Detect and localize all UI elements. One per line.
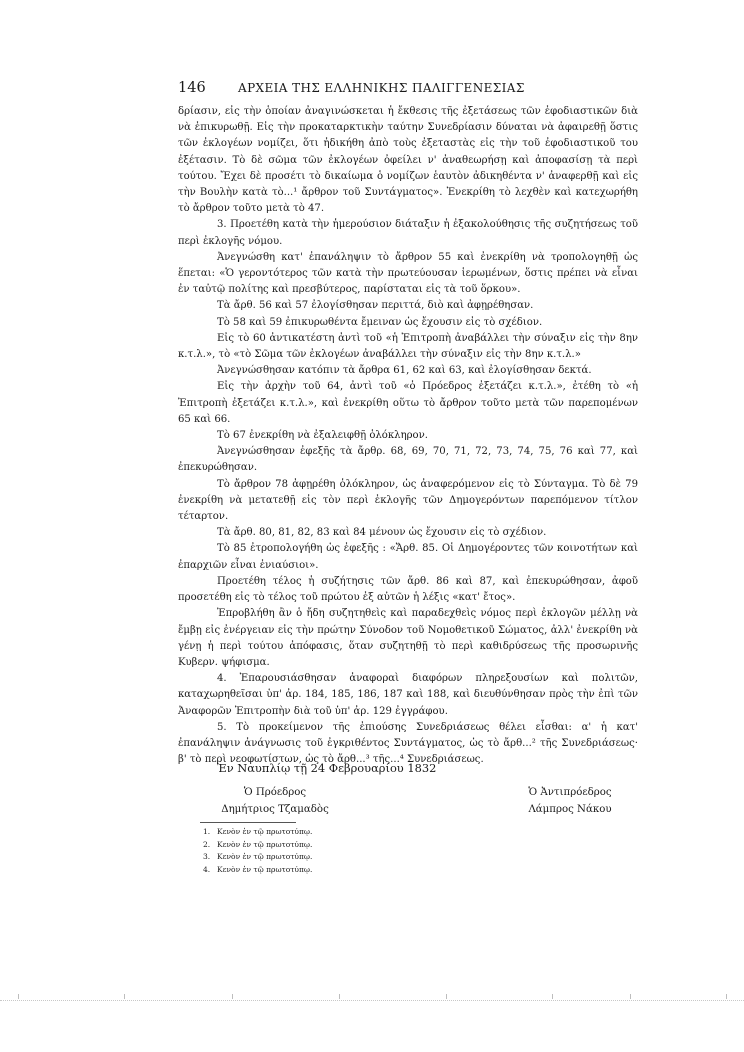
place-date: Ἐν Ναυπλίῳ τῇ 24 Φεβρουαρίου 1832: [217, 761, 437, 775]
page-header: [178, 80, 626, 100]
footnote-number: 4.: [203, 865, 211, 875]
paragraph: Τὸ ἄρθρον 78 ἀφῃρέθη ὁλόκληρον, ὡς ἀναφερόμενον εἰς τὸ Σύνταγμα. Τὸ δὲ 79 ἐνεκρίθη νὰ μετατεθῇ εἰς τὸν περὶ ἐκλογῆς τῶν Δημογερόντων παρεπόμενον τίτλον τέταρτον.: [178, 478, 638, 523]
signature-vice-president: [490, 784, 650, 818]
footnote-text: Κενὸν ἐν τῷ πρωτοτύπῳ.: [217, 839, 313, 849]
running-title: ΑΡΧΕΙΑ ΤΗΣ ΕΛΛΗΝΙΚΗΣ ΠΑΛΙΓΓΕΝΕΣΙΑΣ: [238, 81, 525, 95]
signature-name: Δημήτριος Τζαμαδὸς: [221, 804, 329, 815]
paragraph: 5. Τὸ προκείμενον τῆς ἐπιούσης Συνεδριάσεως θέλει εἶσθαι: α' ἡ κατ' ἐπανάληψιν ἀνάγνωσις τοῦ ἐγκριθέντος Συντάγματος, ὡς τὸ ἄρθ...² τῆς Συνεδριάσεως· β' τὸ περὶ νεοφωτίστων, ὡς τὸ ἄρθ...³ τῆς...⁴ Συνεδριάσεως.: [178, 721, 638, 766]
footnote-divider: [200, 822, 296, 823]
paragraph: Ἀνεγνώσθησαν κατόπιν τὰ ἄρθρα 61, 62 καὶ 63, καὶ ἐλογίσθησαν δεκτά.: [217, 365, 592, 377]
footnote-number: 1.: [203, 827, 211, 836]
footnote-item: [203, 839, 312, 852]
paragraph: Ἀνεγνώσθησαν ἐφεξῆς τὰ ἄρθρ. 68, 69, 70, 71, 72, 73, 74, 75, 76 καὶ 77, καὶ ἐπεκυρώθησαν.: [178, 446, 638, 474]
paragraph: 3. Προετέθη κατὰ τὴν ἡμερούσιον διάταξιν ἡ ἐξακολούθησις τῆς συζητήσεως τοῦ περὶ ἐκλογῆς νόμου.: [178, 219, 638, 247]
paragraph: Τὸ 58 καὶ 59 ἐπικυρωθέντα ἔμειναν ὡς ἔχουσιν εἰς τὸ σχέδιον.: [217, 316, 543, 328]
signature-title: Ὁ Πρόεδρος: [243, 787, 307, 798]
scan-tick-mark: [339, 994, 340, 999]
paragraph: Τὸ 85 ἐτροπολογήθη ὡς ἐφεξῆς : «Ἄρθ. 85. Οἱ Δημογέροντες τῶν κοινοτήτων καὶ ἐπαρχιῶν εἶναι ἐνιαύσιοι».: [178, 543, 638, 571]
scan-tick-mark: [232, 994, 233, 999]
signature-president: [200, 784, 350, 818]
paragraph: Τὰ ἄρθ. 80, 81, 82, 83 καὶ 84 μένουν ὡς ἔχουσιν εἰς τὸ σχέδιον.: [217, 527, 547, 539]
body-text: [178, 104, 638, 768]
footnote-item: [203, 864, 312, 877]
footnote-text: Κενὸν ἐν τῷ πρωτοτύπῳ.: [217, 865, 313, 875]
paragraph: 4. Ἐπαρουσιάσθησαν ἀναφοραὶ διαφόρων πληρεξουσίων καὶ πολιτῶν, καταχωρηθεῖσαι ὑπ' ἀρ. 184, 185, 186, 187 καὶ 188, καὶ διευθύνθησαν πρὸς τὴν ἐπὶ τῶν Ἀναφορῶν Ἐπιτροπὴν διὰ τοῦ ὑπ' ἀρ. 129 ἐγγράφου.: [178, 673, 638, 717]
paragraph: Τὰ ἄρθ. 56 καὶ 57 ἐλογίσθησαν περιττά, διὸ καὶ ἀφῃρέθησαν.: [217, 300, 534, 312]
paragraph: Ἐπροβλήθη ἂν ὁ ἤδη συζητηθεὶς καὶ παραδεχθεὶς νόμος περὶ ἐκλογῶν μέλλῃ νὰ ἔμβῃ εἰς ἐνέργειαν εἰς τὴν πρώτην Σύνοδον τοῦ Νομοθετικοῦ Σώματος, ἀλλ' ἐνεκρίθη νὰ γένῃ ἡ περὶ τούτου ἀπόφασις, ὅταν συζητηθῇ τὸ περὶ καθιδρύσεως τῆς προσωρινῆς Κυβερν. ψήφισμα.: [178, 608, 638, 668]
scan-tick-mark: [630, 994, 631, 999]
paragraph: Εἰς τὸ 60 ἀντικατέστη ἀντὶ τοῦ «ἡ Ἐπιτροπὴ ἀναβάλλει τὴν σύναξιν εἰς τὴν 8ην κ.τ.λ.», τὸ «τὸ Σῶμα τῶν ἐκλογέων ἀναβάλλει τὴν σύναξιν εἰς τὴν 8ην κ.τ.λ.»: [178, 332, 638, 361]
scan-edge-line: [0, 1000, 744, 1001]
footnote-number: 2.: [203, 839, 211, 849]
footnote-item: [203, 826, 312, 839]
signature-name: Λάμπρος Νάκου: [528, 804, 612, 815]
scan-tick-mark: [18, 994, 19, 999]
paragraph: Προετέθη τέλος ἡ συζήτησις τῶν ἄρθ. 86 καὶ 87, καὶ ἐπεκυρώθησαν, ἀφοῦ προσετέθη εἰς τὸ τέλος τοῦ πρώτου ἐξ αὐτῶν ἡ λέξις «κατ' ἔτος».: [178, 575, 638, 604]
paragraph: Εἰς τὴν ἀρχὴν τοῦ 64, ἀντὶ τοῦ «ὁ Πρόεδρος ἐξετάζει κ.τ.λ.», ἐτέθη τὸ «ἡ Ἐπιτροπὴ ἐξετάζει κ.τ.λ.», καὶ ἐνεκρίθη οὕτω τὸ ἄρθρον τοῦτο μετὰ τῶν παρεπομένων 65 καὶ 66.: [178, 381, 638, 425]
scan-tick-mark: [446, 994, 447, 999]
paragraph: Τὸ 67 ἐνεκρίθη νὰ ἐξαλειφθῇ ὁλόκληρον.: [217, 430, 428, 442]
scan-tick-mark: [552, 994, 553, 999]
footnote-item: [203, 851, 312, 864]
footnote-text: Κενὸν ἐν τῷ πρωτοτύπῳ.: [217, 852, 313, 862]
paragraph: δρίασιν, εἰς τὴν ὁποίαν ἀναγινώσκεται ἡ ἔκθεσις τῆς ἐξετάσεως τῶν ἐφοδιαστικῶν διὰ νὰ ἐπικυρωθῇ. Εἰς τὴν προκαταρκτικὴν ταύτην Συνεδρίασιν δύναται νὰ ἀφαιρεθῇ ὅστις τῶν ἐκλογέων νομίζει, ὅτι ἠδικήθη ἀπὸ τοὺς ἐξεταστὰς εἰς τὴν τοῦ ἐφοδιαστικοῦ του ἐξέτασιν. Τὸ δὲ σῶμα τῶν ἐκλογέων ὀφείλει ν' ἀναθεωρήσῃ καὶ ἀποφασίσῃ τὰ περὶ τούτου. Ἔχει δὲ προσέτι τὸ δικαίωμα ὁ νομίζων ἑαυτὸν ἀδικηθέντα ν' ἀναφερθῇ καὶ εἰς τὴν Βουλὴν κατὰ τὸ...¹ ἄρθρον τοῦ Συντάγματος». Ἐνεκρίθη τὸ λεχθὲν καὶ κατεχωρήθη τὸ ἄρθρον τοῦτο μετὰ τὸ 47.: [178, 106, 638, 215]
footnotes: [203, 826, 312, 877]
footnote-number: 3.: [203, 852, 211, 862]
paragraph: Ἀνεγνώσθη κατ' ἐπανάληψιν τὸ ἄρθρον 55 καὶ ἐνεκρίθη νὰ τροπολογηθῇ ὡς ἕπεται: «Ὁ γεροντότερος τῶν κατὰ τὴν πρωτεύουσαν ἱερωμένων, ὅστις πρέπει νὰ εἶναι ἐν ταὐτῷ πολίτης καὶ πρεσβύτερος, παρίσταται εἰς τὰ τοῦ ὅρκου».: [178, 251, 638, 296]
signature-title: Ὁ Ἀντιπρόεδρος: [528, 787, 612, 798]
page-number: 146: [178, 80, 206, 96]
footnote-text: Κενὸν ἐν τῷ πρωτοτύπῳ.: [217, 827, 313, 836]
scan-tick-mark: [124, 994, 125, 999]
scan-tick-mark: [726, 994, 727, 999]
